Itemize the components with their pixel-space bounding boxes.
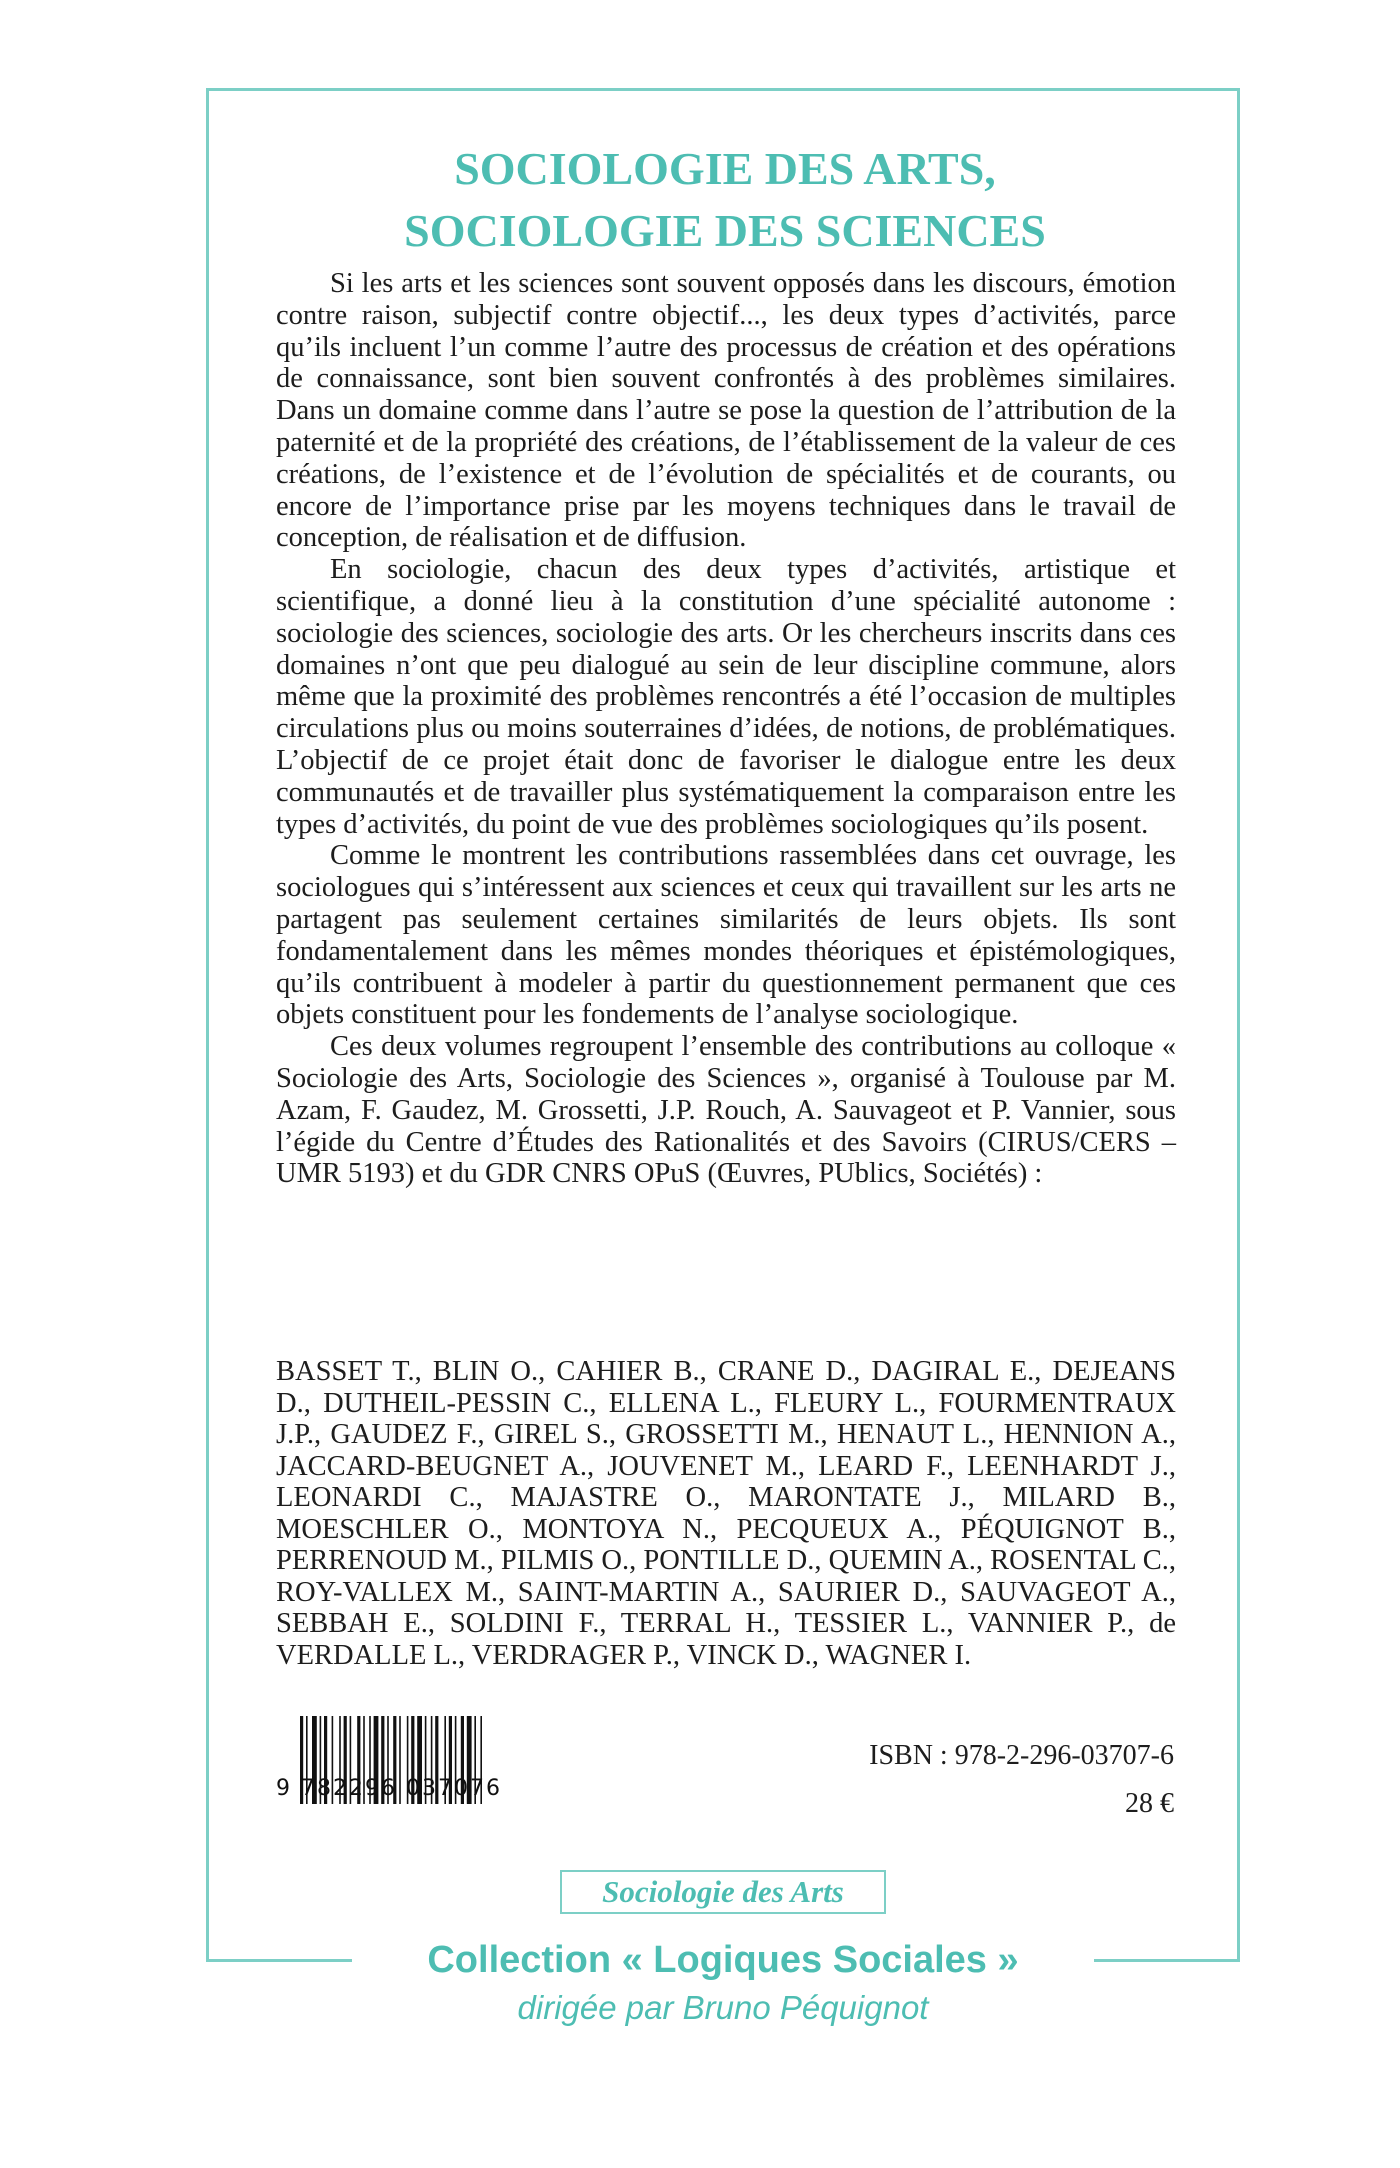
title-line-2: SOCIOLOGIE DES SCIENCES	[404, 205, 1046, 256]
isbn: ISBN : 978-2-296-03707-6	[869, 1740, 1174, 1771]
title-line-1: SOCIOLOGIE DES ARTS,	[454, 143, 996, 194]
price: 28 €	[1125, 1788, 1174, 1819]
paragraph-3: Comme le montrent les contributions rassemblées dans cet ouvrage, les sociologues qui s’intéressent aux sciences et ceux qui travaillent sur les arts ne partagent pas seulement certaines similarités de leurs objets. Ils sont fondamentalement dans les mêmes mondes théoriques et épistémologiques, qu’ils contribuent à modeler à partir du questionnement permanent que ces objets constituent pour les fondements de l’analyse sociologique.	[276, 840, 1176, 1031]
book-title	[240, 138, 1210, 262]
collection-name: Collection « Logiques Sociales »	[427, 1939, 1019, 1981]
paragraph-2: En sociologie, chacun des deux types d’activités, artistique et scientifique, a donné lieu à la constitution d’une spécialité autonome : sociologie des sciences, sociologie des arts. Or les chercheurs inscrits dans ces domaines n’ont que peu dialogué au sein de leur discipline commune, alors même que la proximité des problèmes rencontrés a été l’occasion de multiples circulations plus ou moins souterraines d’idées, de notions, de problématiques. L’objectif de ce projet était donc de favoriser le dialogue entre les deux communautés et de travailler plus systématiquement la comparaison entre les types d’activités, du point de vue des problèmes sociologiques qu’ils posent.	[276, 554, 1176, 840]
contributors-list: BASSET T., BLIN O., CAHIER B., CRANE D., DAGIRAL E., DEJEANS D., DUTHEIL-PESSIN C., ELLENA L., FLEURY L., FOURMENTRAUX J.P., GAUDEZ F., GIREL S., GROSSETTI M., HENAUT L., HENNION A., JACCARD-BEUGNET A., JOUVENET M., LEARD F., LEENHARDT J., LEONARDI C., MAJASTRE O., MARONTATE J., MILARD B., MOESCHLER O., MONTOYA N., PECQUEUX A., PÉQUIGNOT B., PERRENOUD M., PILMIS O., PONTILLE D., QUEMIN A., ROSENTAL C., ROY-VALLEX M., SAINT-MARTIN A., SAURIER D., SAUVAGEOT A., SEBBAH E., SOLDINI F., TERRAL H., TESSIER L., VANNIER P., de VERDALLE L., VERDRAGER P., VINCK D., WAGNER I.	[276, 1356, 1176, 1671]
back-cover-text	[276, 268, 1176, 1190]
series-label: Sociologie des Arts	[560, 1870, 886, 1914]
collection-director: dirigée par Bruno Péquignot	[517, 1989, 929, 2026]
barcode-digits: 9 782296 037076	[276, 1776, 502, 1801]
paragraph-4: Ces deux volumes regroupent l’ensemble des contributions au colloque « Sociologie des Arts, Sociologie des Sciences », organisé à Toulouse par M. Azam, F. Gaudez, M. Grossetti, J.P. Rouch, A. Sauvageot et P. Vannier, sous l’égide du Centre d’Études des Rationalités et des Savoirs (CIRUS/CERS – UMR 5193) et du GDR CNRS OPuS (Œuvres, PUblics, Sociétés) :	[276, 1031, 1176, 1190]
paragraph-1: Si les arts et les sciences sont souvent opposés dans les discours, émotion contre raison, subjectif contre objectif..., les deux types d’activités, parce qu’ils incluent l’un comme l’autre des processus de création et des opérations de connaissance, sont bien souvent confrontés à des problèmes similaires. Dans un domaine comme dans l’autre se pose la question de l’attribution de la paternité et de la propriété des créations, de l’établissement de la valeur de ces créations, de l’existence et de l’évolution de spécialités et de courants, ou encore de l’importance prise par les moyens techniques dans le travail de conception, de réalisation et de diffusion.	[276, 268, 1176, 554]
